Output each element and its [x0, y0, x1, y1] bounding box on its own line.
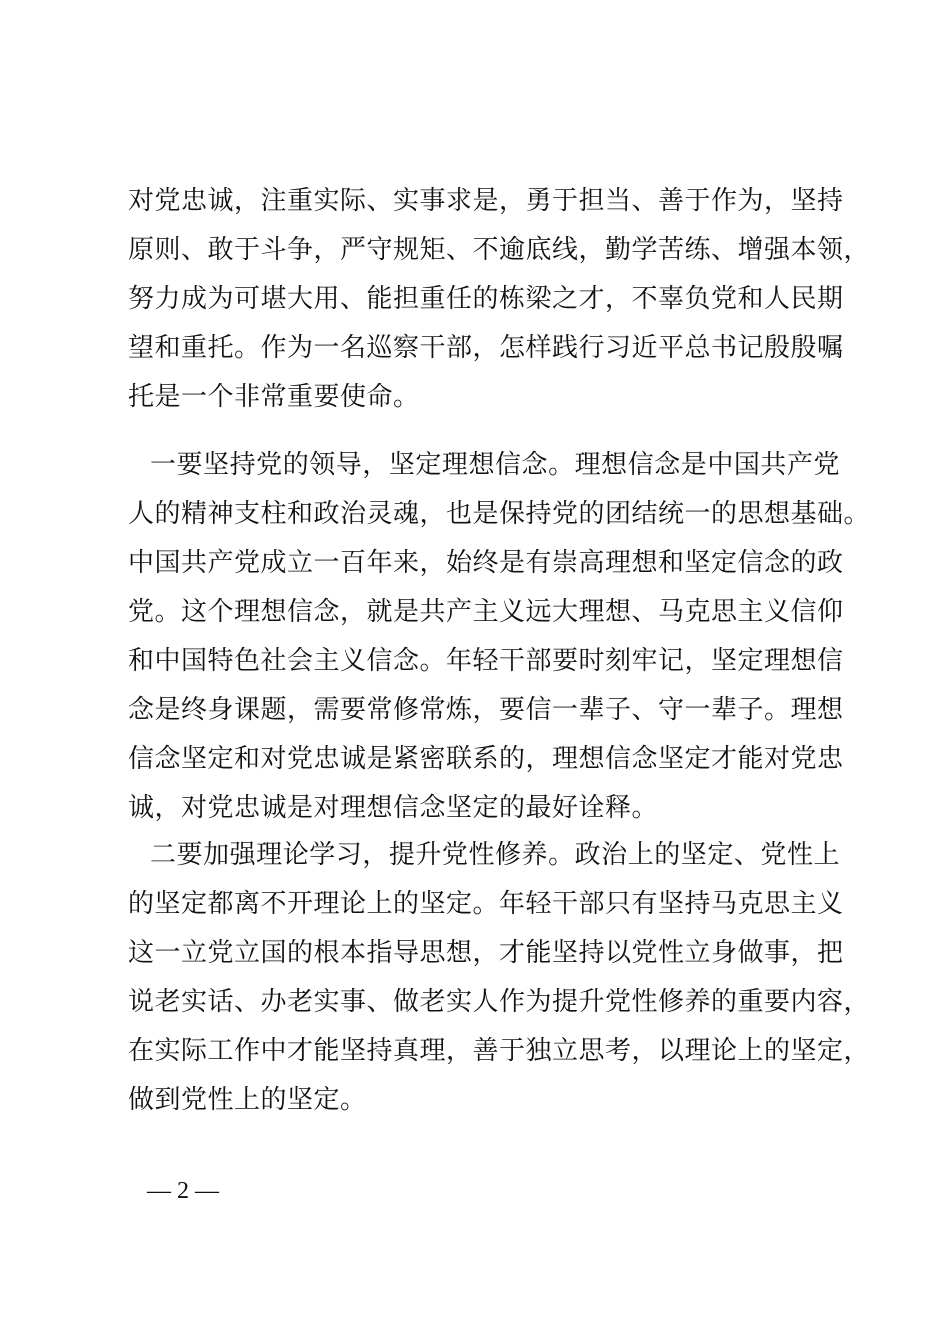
text-line: 人的精神支柱和政治灵魂，也是保持党的团结统一的思想基础。 — [128, 499, 871, 529]
text-line: 这一立党立国的根本指导思想，才能坚持以党性立身做事，把 — [128, 938, 844, 968]
text-line: 对党忠诚，注重实际、实事求是，勇于担当、善于作为，坚持 — [128, 186, 844, 216]
paragraph-continuation — [128, 177, 871, 422]
text-line: 诚，对党忠诚是对理想信念坚定的最好诠释。 — [128, 793, 659, 823]
text-line: 和中国特色社会主义信念。年轻干部要时刻牢记，坚定理想信 — [128, 646, 844, 676]
text-line: 努力成为可堪大用、能担重任的栋梁之才，不辜负党和人民期 — [128, 284, 844, 314]
text-line: 在实际工作中才能坚持真理，善于独立思考，以理论上的坚定， — [128, 1036, 871, 1066]
text-line: 的坚定都离不开理论上的坚定。年轻干部只有坚持马克思主义 — [128, 889, 844, 919]
text-line: 信念坚定和对党忠诚是紧密联系的，理想信念坚定才能对党忠 — [128, 744, 844, 774]
text-line: 党。这个理想信念，就是共产主义远大理想、马克思主义信仰 — [128, 597, 844, 627]
text-line: 望和重托。作为一名巡察干部，怎样践行习近平总书记殷殷嘱 — [128, 333, 844, 363]
text-line: 二要加强理论学习，提升党性修养。政治上的坚定、党性上 — [150, 840, 840, 870]
text-line: 念是终身课题，需要常修常炼，要信一辈子、守一辈子。理想 — [128, 695, 844, 725]
text-line: 中国共产党成立一百年来，始终是有崇高理想和坚定信念的政 — [128, 548, 844, 578]
paragraph-first-point — [128, 441, 871, 833]
text-line: 说老实话、办老实事、做老实人作为提升党性修养的重要内容， — [128, 987, 871, 1017]
paragraph-second-point — [128, 831, 871, 1125]
text-line: 托是一个非常重要使命。 — [128, 382, 420, 412]
text-line: 原则、敢于斗争，严守规矩、不逾底线，勤学苦练、增强本领， — [128, 235, 871, 265]
page-number: — 2 — — [147, 1178, 219, 1204]
text-line: 做到党性上的坚定。 — [128, 1085, 367, 1115]
text-line: 一要坚持党的领导，坚定理想信念。理想信念是中国共产党 — [150, 450, 840, 480]
